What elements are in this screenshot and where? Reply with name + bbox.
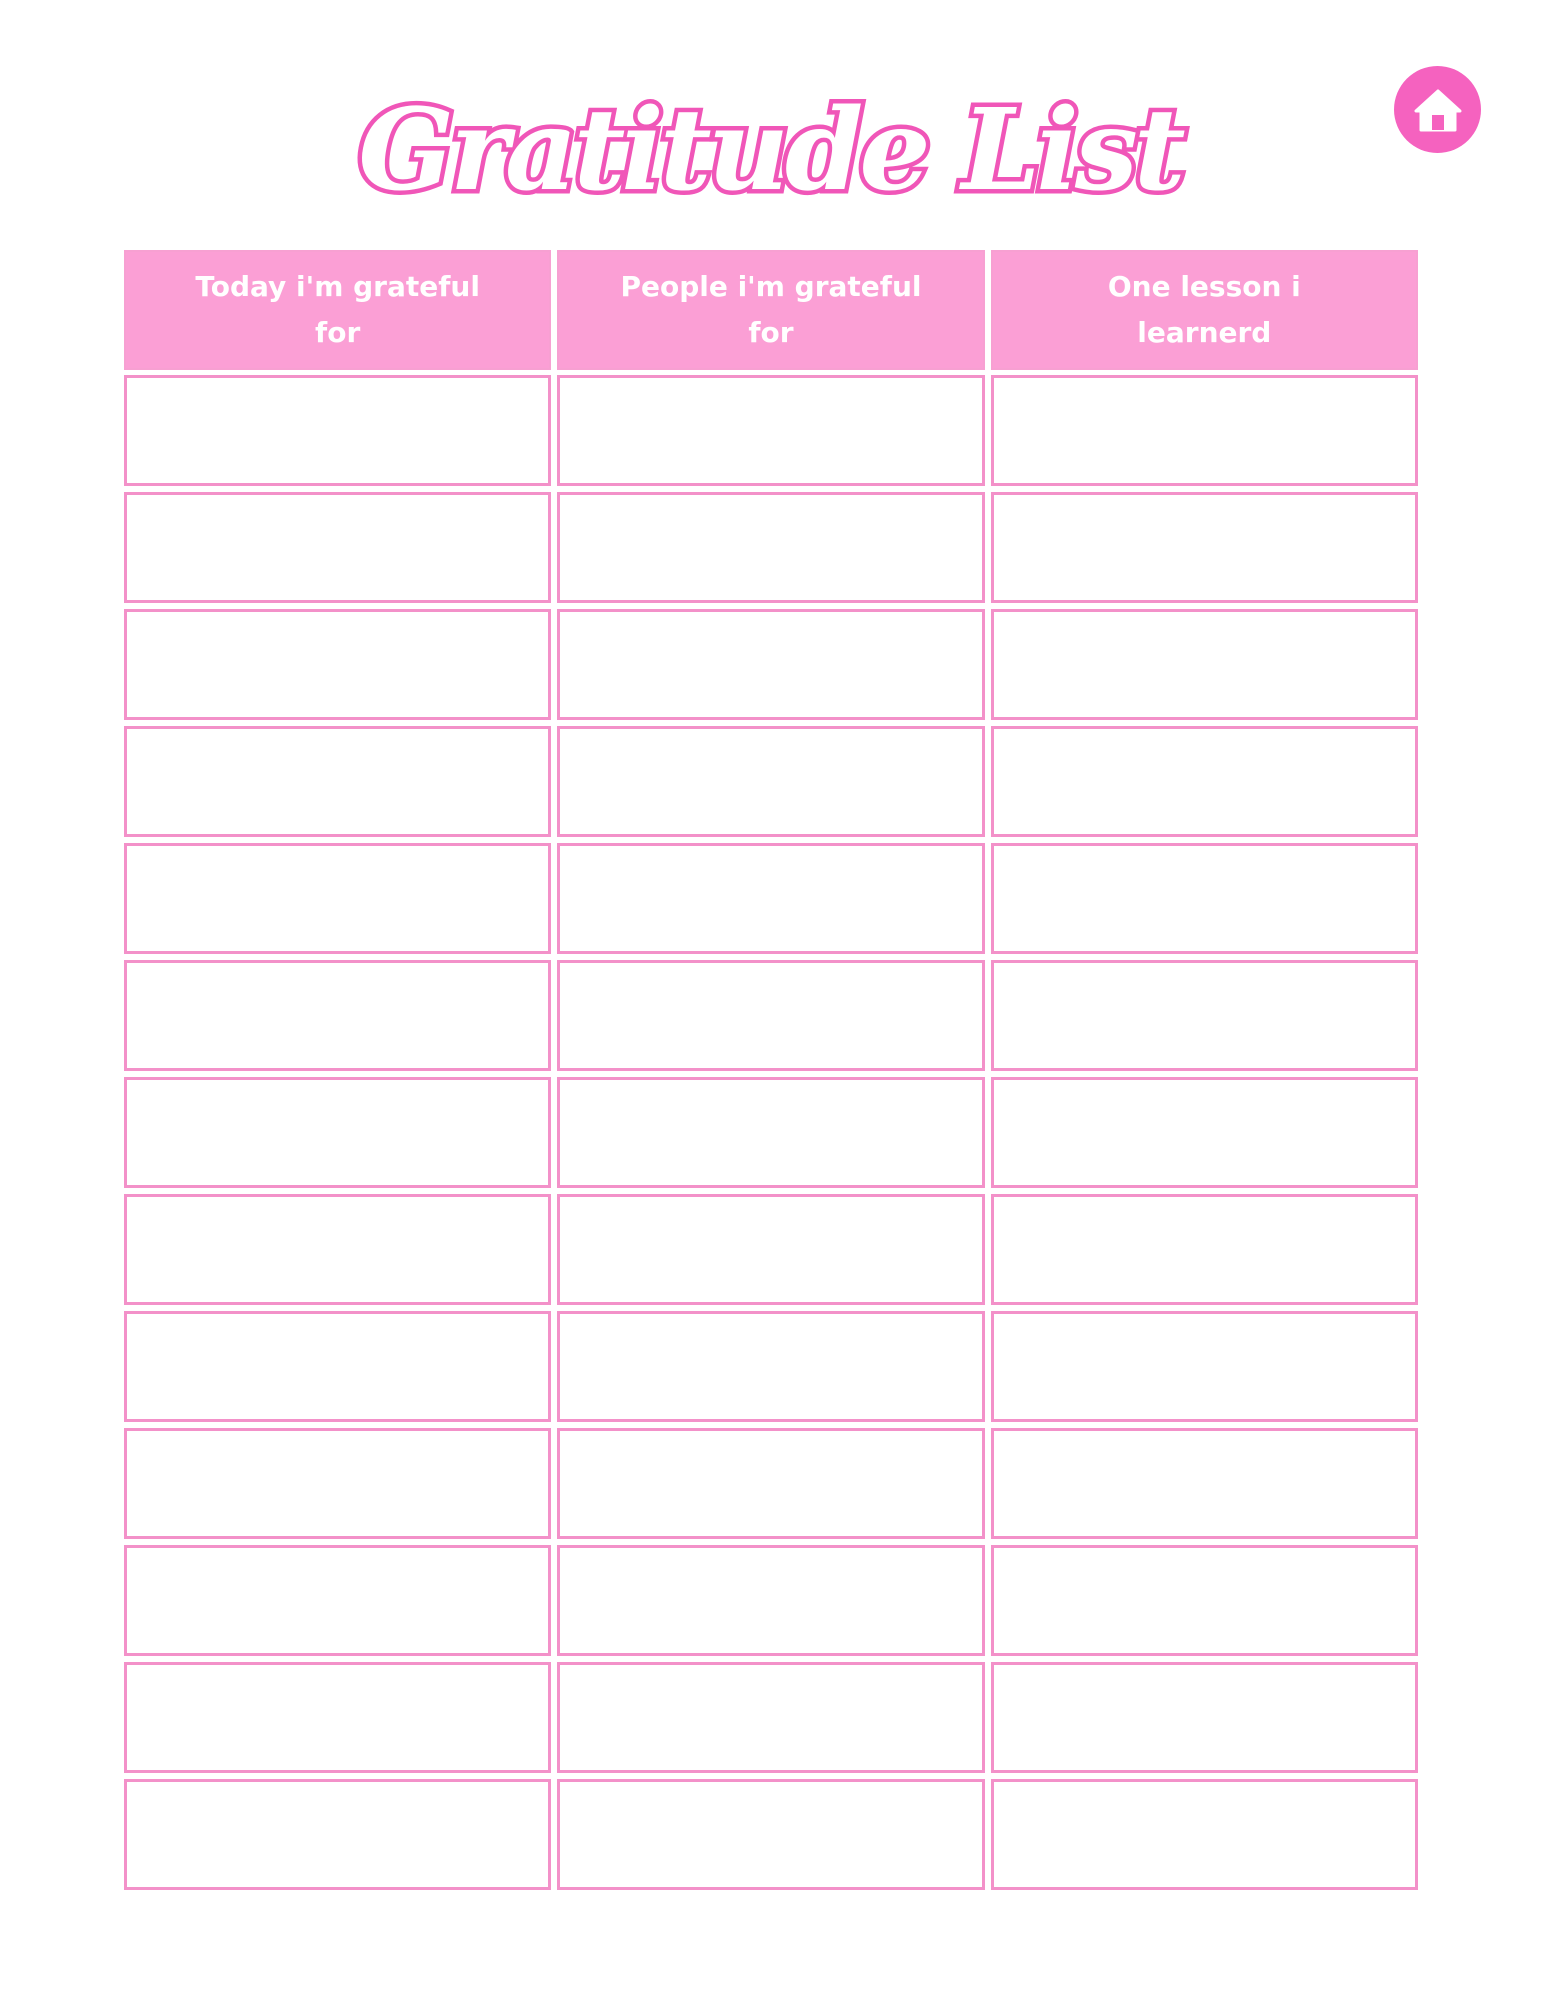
table-header bbox=[124, 250, 1418, 370]
entry-cell-today-grateful[interactable] bbox=[124, 1311, 551, 1422]
column-header-people-grateful: People i'm grateful for bbox=[557, 250, 984, 370]
entry-cell-people-grateful[interactable] bbox=[557, 1545, 984, 1656]
entry-cell-lesson-learned[interactable] bbox=[991, 1428, 1418, 1539]
table-row bbox=[124, 1428, 1418, 1539]
entry-cell-today-grateful[interactable] bbox=[124, 726, 551, 837]
entry-cell-people-grateful[interactable] bbox=[557, 1428, 984, 1539]
table-row bbox=[124, 960, 1418, 1071]
table-row bbox=[124, 1194, 1418, 1305]
entry-cell-lesson-learned[interactable] bbox=[991, 1662, 1418, 1773]
entry-cell-lesson-learned[interactable] bbox=[991, 375, 1418, 486]
entry-cell-lesson-learned[interactable] bbox=[991, 609, 1418, 720]
entry-cell-people-grateful[interactable] bbox=[557, 609, 984, 720]
entry-cell-lesson-learned[interactable] bbox=[991, 1194, 1418, 1305]
entry-cell-people-grateful[interactable] bbox=[557, 1194, 984, 1305]
entry-cell-people-grateful[interactable] bbox=[557, 1779, 984, 1890]
entry-cell-today-grateful[interactable] bbox=[124, 492, 551, 603]
home-icon bbox=[1410, 82, 1466, 138]
table-row bbox=[124, 375, 1418, 486]
entry-cell-people-grateful[interactable] bbox=[557, 1662, 984, 1773]
table-row bbox=[124, 726, 1418, 837]
table-row bbox=[124, 1545, 1418, 1656]
entry-cell-today-grateful[interactable] bbox=[124, 1194, 551, 1305]
entry-cell-people-grateful[interactable] bbox=[557, 1077, 984, 1188]
table-row bbox=[124, 1077, 1418, 1188]
entry-cell-today-grateful[interactable] bbox=[124, 843, 551, 954]
page-title: Gratitude List bbox=[358, 84, 1182, 216]
entry-cell-today-grateful[interactable] bbox=[124, 1077, 551, 1188]
entry-cell-today-grateful[interactable] bbox=[124, 1662, 551, 1773]
entry-cell-lesson-learned[interactable] bbox=[991, 1077, 1418, 1188]
entry-cell-lesson-learned[interactable] bbox=[991, 1311, 1418, 1422]
column-header-today-grateful: Today i'm grateful for bbox=[124, 250, 551, 370]
entry-cell-lesson-learned[interactable] bbox=[991, 843, 1418, 954]
entry-cell-people-grateful[interactable] bbox=[557, 843, 984, 954]
table-row bbox=[124, 1311, 1418, 1422]
entry-cell-today-grateful[interactable] bbox=[124, 1545, 551, 1656]
entry-cell-today-grateful[interactable] bbox=[124, 609, 551, 720]
entry-cell-people-grateful[interactable] bbox=[557, 960, 984, 1071]
entry-cell-today-grateful[interactable] bbox=[124, 1779, 551, 1890]
entry-cell-people-grateful[interactable] bbox=[557, 492, 984, 603]
home-button[interactable] bbox=[1394, 66, 1481, 153]
table-row bbox=[124, 609, 1418, 720]
entry-cell-today-grateful[interactable] bbox=[124, 375, 551, 486]
table-row bbox=[124, 843, 1418, 954]
entry-cell-people-grateful[interactable] bbox=[557, 375, 984, 486]
entry-cell-lesson-learned[interactable] bbox=[991, 726, 1418, 837]
entry-cell-lesson-learned[interactable] bbox=[991, 960, 1418, 1071]
column-header-lesson-learned: One lesson i learnerd bbox=[991, 250, 1418, 370]
table-body bbox=[124, 375, 1418, 1890]
table-row bbox=[124, 492, 1418, 603]
entry-cell-today-grateful[interactable] bbox=[124, 1428, 551, 1539]
table-row bbox=[124, 1662, 1418, 1773]
entry-cell-people-grateful[interactable] bbox=[557, 726, 984, 837]
entry-cell-lesson-learned[interactable] bbox=[991, 1545, 1418, 1656]
entry-cell-people-grateful[interactable] bbox=[557, 1311, 984, 1422]
entry-cell-lesson-learned[interactable] bbox=[991, 1779, 1418, 1890]
table-row bbox=[124, 1779, 1418, 1890]
entry-cell-lesson-learned[interactable] bbox=[991, 492, 1418, 603]
entry-cell-today-grateful[interactable] bbox=[124, 960, 551, 1071]
